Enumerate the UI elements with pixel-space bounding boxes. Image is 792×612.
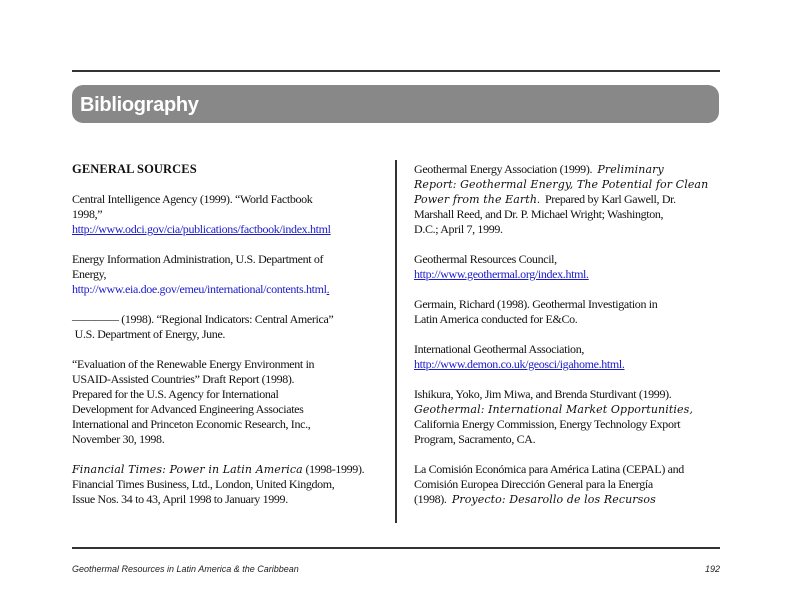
entry-text: California Energy Commission, Energy Technology Export: [414, 417, 681, 431]
entry-text: Issue Nos. 34 to 43, April 1998 to January 1999.: [72, 492, 288, 506]
bib-entry-cia: [72, 192, 382, 237]
link-eia-international[interactable]: [72, 282, 329, 296]
entry-text: La Comisión Económica para América Latina (CEPAL) and: [414, 462, 684, 476]
entry-italic-title: Proyecto: Desarollo de los Recursos: [451, 493, 656, 506]
section-heading-general-sources: GENERAL SOURCES: [72, 162, 197, 176]
entry-text: Prepared for the U.S. Agency for International: [72, 387, 279, 401]
bib-entry-financial-times: [72, 462, 382, 507]
link-trailing-period: .: [326, 282, 330, 296]
footer-document-title: Geothermal Resources in Latin America & the Caribbean: [72, 564, 299, 574]
bib-entry-cepal: [414, 462, 714, 507]
entry-text: . Prepared by Karl Gawell, Dr.: [537, 192, 676, 206]
entry-text: International Geothermal Association,: [414, 342, 584, 356]
entry-text: Ishikura, Yoko, Jim Miwa, and Brenda Sturdivant (1999).: [414, 387, 672, 401]
entry-text: Financial Times Business, Ltd., London, United Kingdom,: [72, 477, 335, 491]
column-divider: [395, 160, 397, 523]
bib-entry-gea: [414, 162, 714, 237]
bottom-rule: [72, 547, 720, 549]
entry-text: (1998).: [414, 492, 452, 506]
entry-italic-title: Report: Geothermal Energy, The Potential for Clean: [414, 178, 709, 191]
entry-text: Central Intelligence Agency (1999). “World Factbook: [72, 192, 313, 206]
entry-text: November 30, 1998.: [72, 432, 165, 446]
entry-text: ———— (1998). “Regional Indicators: Central America”: [72, 312, 334, 326]
entry-text: Germain, Richard (1998). Geothermal Investigation in: [414, 297, 658, 311]
page-title: Bibliography: [80, 93, 199, 116]
link-igahome[interactable]: http://www.demon.co.uk/geosci/igahome.html.: [414, 357, 625, 371]
left-column: [72, 162, 382, 522]
entry-text: Development for Advanced Engineering Associates: [72, 402, 304, 416]
footer-page-number: 192: [704, 564, 720, 574]
entry-text: U.S. Department of Energy, June.: [72, 327, 226, 341]
entry-text: Comisión Europea Dirección General para la Energía: [414, 477, 653, 491]
bib-entry-grc: [414, 252, 714, 282]
entry-text: Geothermal Energy Association (1999).: [414, 162, 598, 176]
entry-text: Latin America conducted for E&Co.: [414, 312, 578, 326]
entry-text: Marshall Reed, and Dr. P. Michael Wright; Washington,: [414, 207, 664, 221]
entry-text: D.C.; April 7, 1999.: [414, 222, 503, 236]
entry-text: Program, Sacramento, CA.: [414, 432, 536, 446]
entry-text: International and Princeton Economic Research, Inc.,: [72, 417, 311, 431]
entry-italic-title: Preliminary: [597, 163, 664, 176]
top-rule: [72, 70, 720, 72]
entry-italic-title: Power from the Earth: [414, 193, 537, 206]
bib-entry-iga: [414, 342, 714, 372]
entry-text: 1998,”: [72, 207, 103, 221]
link-text: http://www.eia.doe.gov/emeu/international/contents.html: [72, 282, 327, 296]
entry-text: Energy,: [72, 267, 107, 281]
right-column: [414, 162, 714, 522]
entry-italic-title: Geothermal: International Market Opportunities: [414, 403, 690, 416]
bib-entry-regional-indicators: [72, 312, 382, 342]
bib-entry-usaid-evaluation: [72, 357, 382, 447]
entry-text: USAID-Assisted Countries” Draft Report (1998).: [72, 372, 295, 386]
link-cia-factbook[interactable]: http://www.odci.gov/cia/publications/factbook/index.html: [72, 222, 331, 236]
entry-text: Energy Information Administration, U.S. Department of: [72, 252, 324, 266]
entry-text: (1998-1999).: [302, 462, 365, 476]
bib-entry-ishikura: [414, 387, 714, 447]
entry-text: ,: [689, 403, 693, 416]
link-geothermal-org[interactable]: http://www.geothermal.org/index.html.: [414, 267, 589, 281]
entry-italic-title: Financial Times: Power in Latin America: [72, 463, 303, 476]
bib-entry-germain: [414, 297, 714, 327]
title-bar: [72, 85, 719, 123]
entry-text: “Evaluation of the Renewable Energy Environment in: [72, 357, 315, 371]
bib-entry-eia: [72, 252, 382, 297]
entry-text: Geothermal Resources Council,: [414, 252, 557, 266]
